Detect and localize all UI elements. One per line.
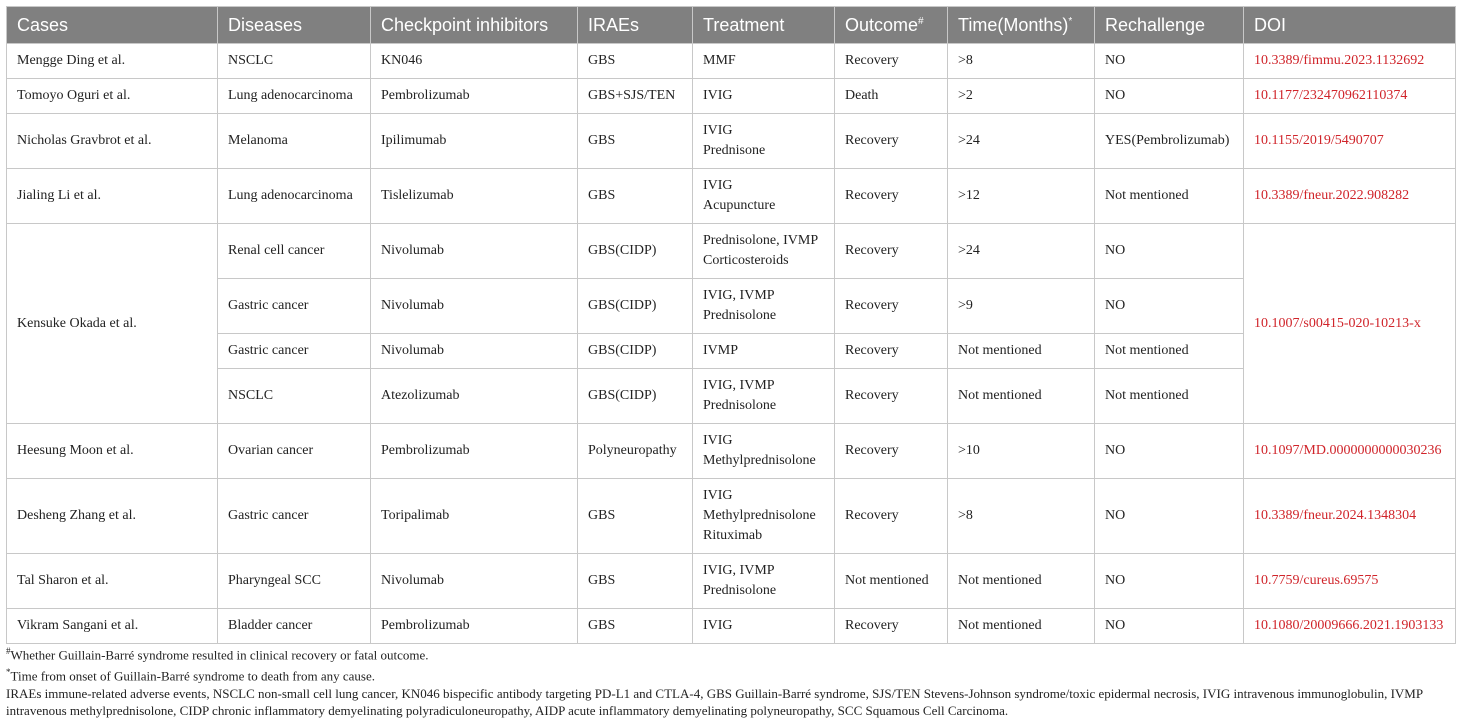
treatment-line: IVIG <box>703 88 733 103</box>
doi-link[interactable]: 10.3389/fimmu.2023.1132692 <box>1244 44 1456 79</box>
treatment-line: MMF <box>703 53 736 68</box>
time-cell: Not mentioned <box>948 609 1095 644</box>
case-cell: Tomoyo Oguri et al. <box>7 79 218 114</box>
treatment-cell <box>693 334 835 369</box>
case-cell: Kensuke Okada et al. <box>7 224 218 424</box>
time-cell: >9 <box>948 279 1095 334</box>
rechallenge-cell: NO <box>1095 224 1244 279</box>
rechallenge-cell: NO <box>1095 279 1244 334</box>
table-row <box>7 79 1456 114</box>
inhibitor-cell: Toripalimab <box>371 479 578 554</box>
treatment-line: IVIG, IVMP <box>703 378 775 393</box>
rechallenge-cell: Not mentioned <box>1095 169 1244 224</box>
rechallenge-cell: NO <box>1095 609 1244 644</box>
treatment-line: IVIG <box>703 433 733 448</box>
treatment-cell <box>693 224 835 279</box>
header-treatment: Treatment <box>693 7 835 44</box>
irae-cell: Polyneuropathy <box>578 424 693 479</box>
outcome-cell: Recovery <box>835 169 948 224</box>
rechallenge-cell: YES(Pembrolizumab) <box>1095 114 1244 169</box>
irae-cell: GBS <box>578 169 693 224</box>
table-row <box>7 424 1456 479</box>
rechallenge-cell: NO <box>1095 554 1244 609</box>
outcome-mark: # <box>918 15 924 27</box>
doi-link[interactable]: 10.1177/232470962110374 <box>1244 79 1456 114</box>
rechallenge-cell: NO <box>1095 479 1244 554</box>
treatment-line: Methylprednisolone <box>703 508 816 523</box>
treatment-line: Prednisolone, IVMP <box>703 233 819 248</box>
disease-cell: Pharyngeal SCC <box>218 554 371 609</box>
table-row <box>7 44 1456 79</box>
inhibitor-cell: Ipilimumab <box>371 114 578 169</box>
treatment-cell <box>693 479 835 554</box>
treatment-cell <box>693 279 835 334</box>
outcome-cell: Recovery <box>835 224 948 279</box>
header-cases: Cases <box>7 7 218 44</box>
header-row <box>7 7 1456 44</box>
treatment-cell <box>693 79 835 114</box>
abbreviations-line-1: IRAEs immune-related adverse events, NSCLC non-small cell lung cancer, KN046 bispecific antibody targeting PD-L1 and CTLA-4, GBS Guillain-Barré syndrome, SJS/TEN Stevens-Johnson syndrome/toxic epidermal necrosis, IVIG intravenous immunoglobulin, IVMP <box>6 685 1424 701</box>
treatment-cell <box>693 369 835 424</box>
irae-cell: GBS(CIDP) <box>578 369 693 424</box>
irae-cell: GBS+SJS/TEN <box>578 79 693 114</box>
doi-link[interactable]: 10.1080/20009666.2021.1903133 <box>1244 609 1456 644</box>
treatment-line: Prednisolone <box>703 398 777 413</box>
time-cell: >24 <box>948 224 1095 279</box>
disease-cell: Lung adenocarcinoma <box>218 79 371 114</box>
disease-cell: NSCLC <box>218 369 371 424</box>
treatment-line: IVIG <box>703 488 733 503</box>
treatment-line: IVIG <box>703 123 733 138</box>
doi-link[interactable]: 10.3389/fneur.2022.908282 <box>1244 169 1456 224</box>
table-wrapper <box>6 6 1455 644</box>
disease-cell: Melanoma <box>218 114 371 169</box>
treatment-line: IVMP <box>703 343 739 358</box>
header-doi: DOI <box>1244 7 1456 44</box>
treatment-line: Rituximab <box>703 528 763 543</box>
disease-cell: NSCLC <box>218 44 371 79</box>
table-row <box>7 114 1456 169</box>
doi-link[interactable]: 10.1007/s00415-020-10213-x <box>1244 224 1456 424</box>
time-cell: Not mentioned <box>948 334 1095 369</box>
rechallenge-cell: NO <box>1095 424 1244 479</box>
treatment-line: Acupuncture <box>703 198 776 213</box>
treatment-line: Methylprednisolone <box>703 453 816 468</box>
case-cell: Tal Sharon et al. <box>7 554 218 609</box>
outcome-cell: Recovery <box>835 114 948 169</box>
doi-link[interactable]: 10.3389/fneur.2024.1348304 <box>1244 479 1456 554</box>
table-row <box>7 554 1456 609</box>
treatment-cell <box>693 609 835 644</box>
treatment-cell <box>693 554 835 609</box>
case-cell: Vikram Sangani et al. <box>7 609 218 644</box>
header-rechallenge: Rechallenge <box>1095 7 1244 44</box>
case-cell: Nicholas Gravbrot et al. <box>7 114 218 169</box>
treatment-line: Corticosteroids <box>703 253 789 268</box>
rechallenge-cell: NO <box>1095 79 1244 114</box>
rechallenge-cell: NO <box>1095 44 1244 79</box>
table-row <box>7 169 1456 224</box>
time-cell: >12 <box>948 169 1095 224</box>
outcome-cell: Recovery <box>835 424 948 479</box>
treatment-line: Prednisone <box>703 143 766 158</box>
rechallenge-cell: Not mentioned <box>1095 369 1244 424</box>
treatment-cell <box>693 424 835 479</box>
time-cell: Not mentioned <box>948 554 1095 609</box>
footnote-time: *Time from onset of Guillain-Barré syndrome to death from any cause. <box>6 666 376 684</box>
doi-link[interactable]: 10.1097/MD.0000000000030236 <box>1244 424 1456 479</box>
case-cell: Jialing Li et al. <box>7 169 218 224</box>
table-row <box>7 609 1456 644</box>
time-cell: >8 <box>948 44 1095 79</box>
disease-cell: Gastric cancer <box>218 479 371 554</box>
header-checkpoint: Checkpoint inhibitors <box>371 7 578 44</box>
case-cell: Desheng Zhang et al. <box>7 479 218 554</box>
inhibitor-cell: Pembrolizumab <box>371 424 578 479</box>
treatment-cell <box>693 169 835 224</box>
doi-link[interactable]: 10.1155/2019/5490707 <box>1244 114 1456 169</box>
outcome-cell: Not mentioned <box>835 554 948 609</box>
treatment-line: IVIG, IVMP <box>703 563 775 578</box>
irae-cell: GBS <box>578 114 693 169</box>
outcome-cell: Death <box>835 79 948 114</box>
inhibitor-cell: Nivolumab <box>371 554 578 609</box>
inhibitor-cell: Atezolizumab <box>371 369 578 424</box>
disease-cell: Renal cell cancer <box>218 224 371 279</box>
time-cell: >2 <box>948 79 1095 114</box>
inhibitor-cell: Tislelizumab <box>371 169 578 224</box>
disease-cell: Lung adenocarcinoma <box>218 169 371 224</box>
case-table <box>6 6 1456 644</box>
treatment-cell <box>693 114 835 169</box>
abbreviations-line-2: intravenous methylprednisolone, CIDP chronic inflammatory demyelinating polyradiculoneuropathy, AIDP acute inflammatory demyelinating polyneuropathy, SCC Squamous Cell Carcinoma. <box>6 703 1009 719</box>
treatment-cell <box>693 44 835 79</box>
rechallenge-cell: Not mentioned <box>1095 334 1244 369</box>
inhibitor-cell: Pembrolizumab <box>371 79 578 114</box>
outcome-cell: Recovery <box>835 369 948 424</box>
disease-cell: Bladder cancer <box>218 609 371 644</box>
outcome-cell: Recovery <box>835 334 948 369</box>
treatment-line: IVIG <box>703 178 733 193</box>
time-cell: >10 <box>948 424 1095 479</box>
outcome-cell: Recovery <box>835 609 948 644</box>
footnotes <box>6 643 1455 720</box>
table-row <box>7 279 1456 334</box>
time-mark: * <box>1068 15 1073 27</box>
treatment-line: Prednisolone <box>703 308 777 323</box>
irae-cell: GBS(CIDP) <box>578 334 693 369</box>
irae-cell: GBS(CIDP) <box>578 224 693 279</box>
footnote-outcome: #Whether Guillain-Barré syndrome resulted in clinical recovery or fatal outcome. <box>6 646 429 663</box>
irae-cell: GBS <box>578 609 693 644</box>
irae-cell: GBS <box>578 44 693 79</box>
inhibitor-cell: Pembrolizumab <box>371 609 578 644</box>
inhibitor-cell: KN046 <box>371 44 578 79</box>
time-cell: Not mentioned <box>948 369 1095 424</box>
outcome-cell: Recovery <box>835 279 948 334</box>
header-outcome: Outcome# <box>835 7 948 44</box>
table-body <box>7 44 1456 644</box>
table-row <box>7 369 1456 424</box>
case-cell: Mengge Ding et al. <box>7 44 218 79</box>
time-cell: >8 <box>948 479 1095 554</box>
header-time: Time(Months)* <box>948 7 1095 44</box>
disease-cell: Gastric cancer <box>218 334 371 369</box>
disease-cell: Ovarian cancer <box>218 424 371 479</box>
irae-cell: GBS <box>578 554 693 609</box>
treatment-line: Prednisolone <box>703 583 777 598</box>
time-cell: >24 <box>948 114 1095 169</box>
treatment-line: IVIG <box>703 618 733 633</box>
doi-link[interactable]: 10.7759/cureus.69575 <box>1244 554 1456 609</box>
table-row <box>7 334 1456 369</box>
table-row <box>7 479 1456 554</box>
header-diseases: Diseases <box>218 7 371 44</box>
inhibitor-cell: Nivolumab <box>371 224 578 279</box>
case-cell: Heesung Moon et al. <box>7 424 218 479</box>
disease-cell: Gastric cancer <box>218 279 371 334</box>
inhibitor-cell: Nivolumab <box>371 279 578 334</box>
outcome-cell: Recovery <box>835 44 948 79</box>
inhibitor-cell: Nivolumab <box>371 334 578 369</box>
table-row <box>7 224 1456 279</box>
treatment-line: IVIG, IVMP <box>703 288 775 303</box>
irae-cell: GBS(CIDP) <box>578 279 693 334</box>
irae-cell: GBS <box>578 479 693 554</box>
outcome-cell: Recovery <box>835 479 948 554</box>
header-iraes: IRAEs <box>578 7 693 44</box>
